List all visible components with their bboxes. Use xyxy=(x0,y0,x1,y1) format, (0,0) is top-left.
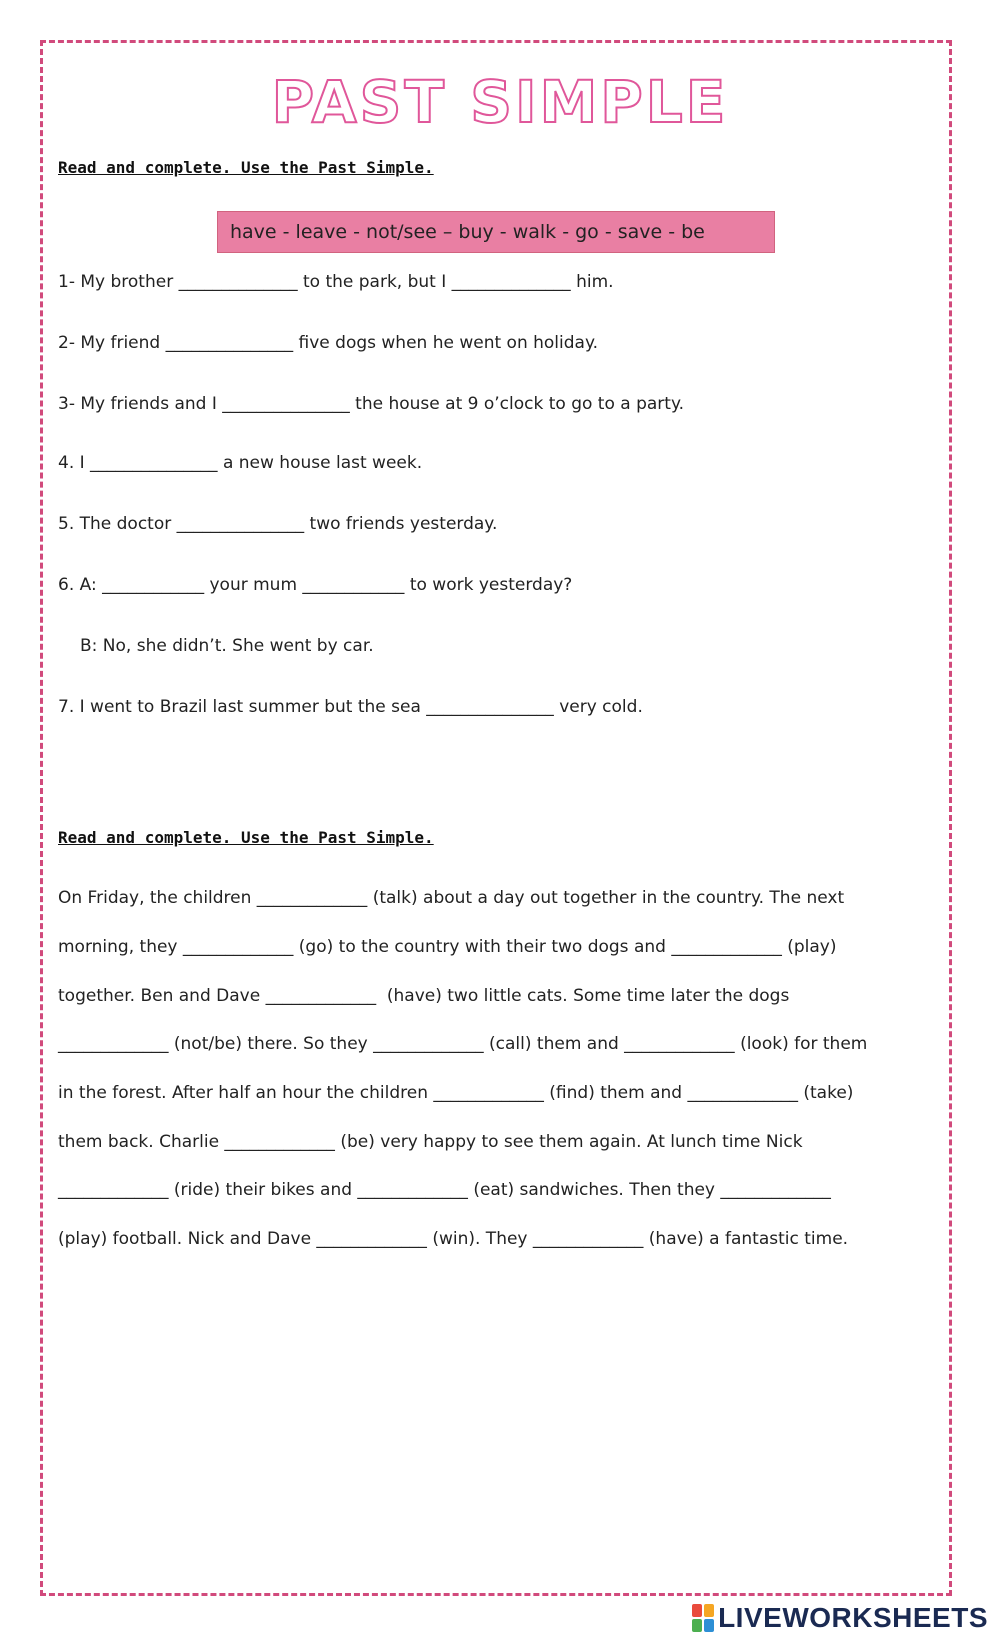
section2-instruction: Read and complete. Use the Past Simple. xyxy=(58,828,434,847)
sentence-1: 1- My brother ______________ to the park, but I ______________ him. xyxy=(58,272,614,292)
paragraph-line: _____________ (not/be) there. So they _____________ (call) them and _____________ (look) for them xyxy=(58,1034,868,1054)
sentence-4: 4. I _______________ a new house last week. xyxy=(58,453,423,473)
sentence-6b: B: No, she didn’t. She went by car. xyxy=(80,636,374,656)
paragraph-line: morning, they _____________ (go) to the country with their two dogs and _____________ (play) xyxy=(58,937,837,957)
sentence-2: 2- My friend _______________ five dogs when he went on holiday. xyxy=(58,333,598,353)
paragraph-line: together. Ben and Dave _____________ (have) two little cats. Some time later the dogs xyxy=(58,986,790,1006)
page-title: PAST SIMPLE xyxy=(271,68,729,136)
paragraph-line: _____________ (ride) their bikes and _____________ (eat) sandwiches. Then they _____________ xyxy=(58,1180,831,1200)
sentence-6a: 6. A: ____________ your mum ____________ to work yesterday? xyxy=(58,575,573,595)
word-bank: have - leave - not/see – buy - walk - go - save - be xyxy=(217,211,775,253)
liveworksheets-logo-icon xyxy=(692,1604,714,1632)
sentence-5: 5. The doctor _______________ two friends yesterday. xyxy=(58,514,498,534)
paragraph-line: in the forest. After half an hour the children _____________ (find) them and _____________ (take) xyxy=(58,1083,854,1103)
paragraph-line: On Friday, the children _____________ (talk) about a day out together in the country. The next xyxy=(58,888,845,908)
footer-brand xyxy=(692,1598,988,1638)
brand-name: LIVEWORKSHEETS xyxy=(718,1602,988,1633)
sentence-7: 7. I went to Brazil last summer but the sea _______________ very cold. xyxy=(58,697,643,717)
section1-instruction: Read and complete. Use the Past Simple. xyxy=(58,158,434,177)
paragraph-line: (play) football. Nick and Dave _____________ (win). They _____________ (have) a fantastic time. xyxy=(58,1229,849,1249)
paragraph-line: them back. Charlie _____________ (be) very happy to see them again. At lunch time Nick xyxy=(58,1132,803,1152)
sentence-3: 3- My friends and I _______________ the house at 9 o’clock to go to a party. xyxy=(58,394,684,414)
